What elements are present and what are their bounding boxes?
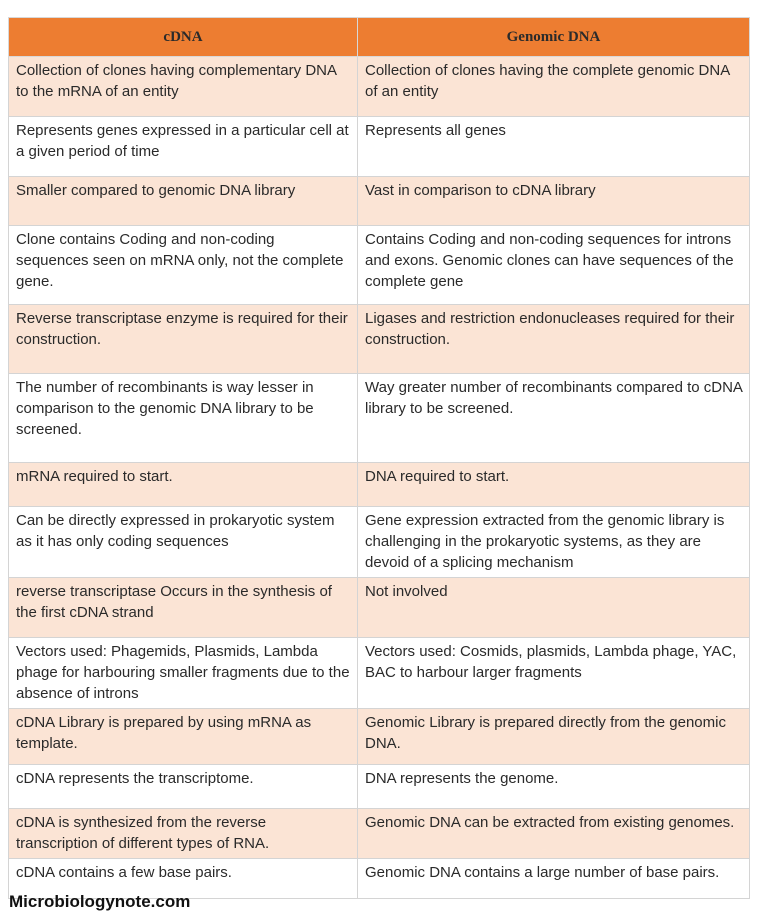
table-row [9, 117, 750, 177]
table-row [9, 709, 750, 765]
cdna-cell: reverse transcriptase Occurs in the synthesis of the first cDNA strand [9, 578, 358, 638]
genomic-cell: Genomic Library is prepared directly from the genomic DNA. [358, 709, 750, 765]
genomic-cell: Ligases and restriction endonucleases required for their construction. [358, 305, 750, 374]
table-row [9, 305, 750, 374]
genomic-cell: Genomic DNA contains a large number of base pairs. [358, 859, 750, 899]
cdna-cell: cDNA contains a few base pairs. [9, 859, 358, 899]
table-row [9, 463, 750, 507]
genomic-cell: Contains Coding and non-coding sequences for introns and exons. Genomic clones can have sequences of the complete gene [358, 226, 750, 305]
table-row [9, 177, 750, 226]
cdna-cell: cDNA Library is prepared by using mRNA as template. [9, 709, 358, 765]
cdna-cell: The number of recombinants is way lesser in comparison to the genomic DNA library to be screened. [9, 374, 358, 463]
genomic-cell: Way greater number of recombinants compared to cDNA library to be screened. [358, 374, 750, 463]
header-cdna: cDNA [9, 18, 358, 57]
cdna-cell: Vectors used: Phagemids, Plasmids, Lambda phage for harbouring smaller fragments due to the absence of introns [9, 638, 358, 709]
genomic-cell: Collection of clones having the complete genomic DNA of an entity [358, 57, 750, 117]
cdna-cell: Can be directly expressed in prokaryotic system as it has only coding sequences [9, 507, 358, 578]
genomic-cell: Not involved [358, 578, 750, 638]
cdna-cell: Collection of clones having complementary DNA to the mRNA of an entity [9, 57, 358, 117]
genomic-cell: Gene expression extracted from the genomic library is challenging in the prokaryotic systems, as they are devoid of a splicing mechanism [358, 507, 750, 578]
genomic-cell: Genomic DNA can be extracted from existing genomes. [358, 809, 750, 859]
genomic-cell: DNA represents the genome. [358, 765, 750, 809]
comparison-table [8, 17, 750, 899]
cdna-cell: cDNA represents the transcriptome. [9, 765, 358, 809]
table-row [9, 809, 750, 859]
genomic-cell: Vast in comparison to cDNA library [358, 177, 750, 226]
cdna-cell: Represents genes expressed in a particular cell at a given period of time [9, 117, 358, 177]
table-row [9, 578, 750, 638]
table-row [9, 638, 750, 709]
cdna-cell: cDNA is synthesized from the reverse transcription of different types of RNA. [9, 809, 358, 859]
comparison-table-container [8, 17, 749, 899]
table-row [9, 226, 750, 305]
table-row [9, 765, 750, 809]
header-genomic-dna: Genomic DNA [358, 18, 750, 57]
site-watermark: Microbiologynote.com [9, 892, 191, 911]
table-header-row [9, 18, 750, 57]
cdna-cell: Reverse transcriptase enzyme is required for their construction. [9, 305, 358, 374]
genomic-cell: Represents all genes [358, 117, 750, 177]
cdna-cell: mRNA required to start. [9, 463, 358, 507]
table-row [9, 57, 750, 117]
table-row [9, 374, 750, 463]
cdna-cell: Smaller compared to genomic DNA library [9, 177, 358, 226]
table-row [9, 507, 750, 578]
cdna-cell: Clone contains Coding and non-coding sequences seen on mRNA only, not the complete gene. [9, 226, 358, 305]
genomic-cell: Vectors used: Cosmids, plasmids, Lambda phage, YAC, BAC to harbour larger fragments [358, 638, 750, 709]
genomic-cell: DNA required to start. [358, 463, 750, 507]
